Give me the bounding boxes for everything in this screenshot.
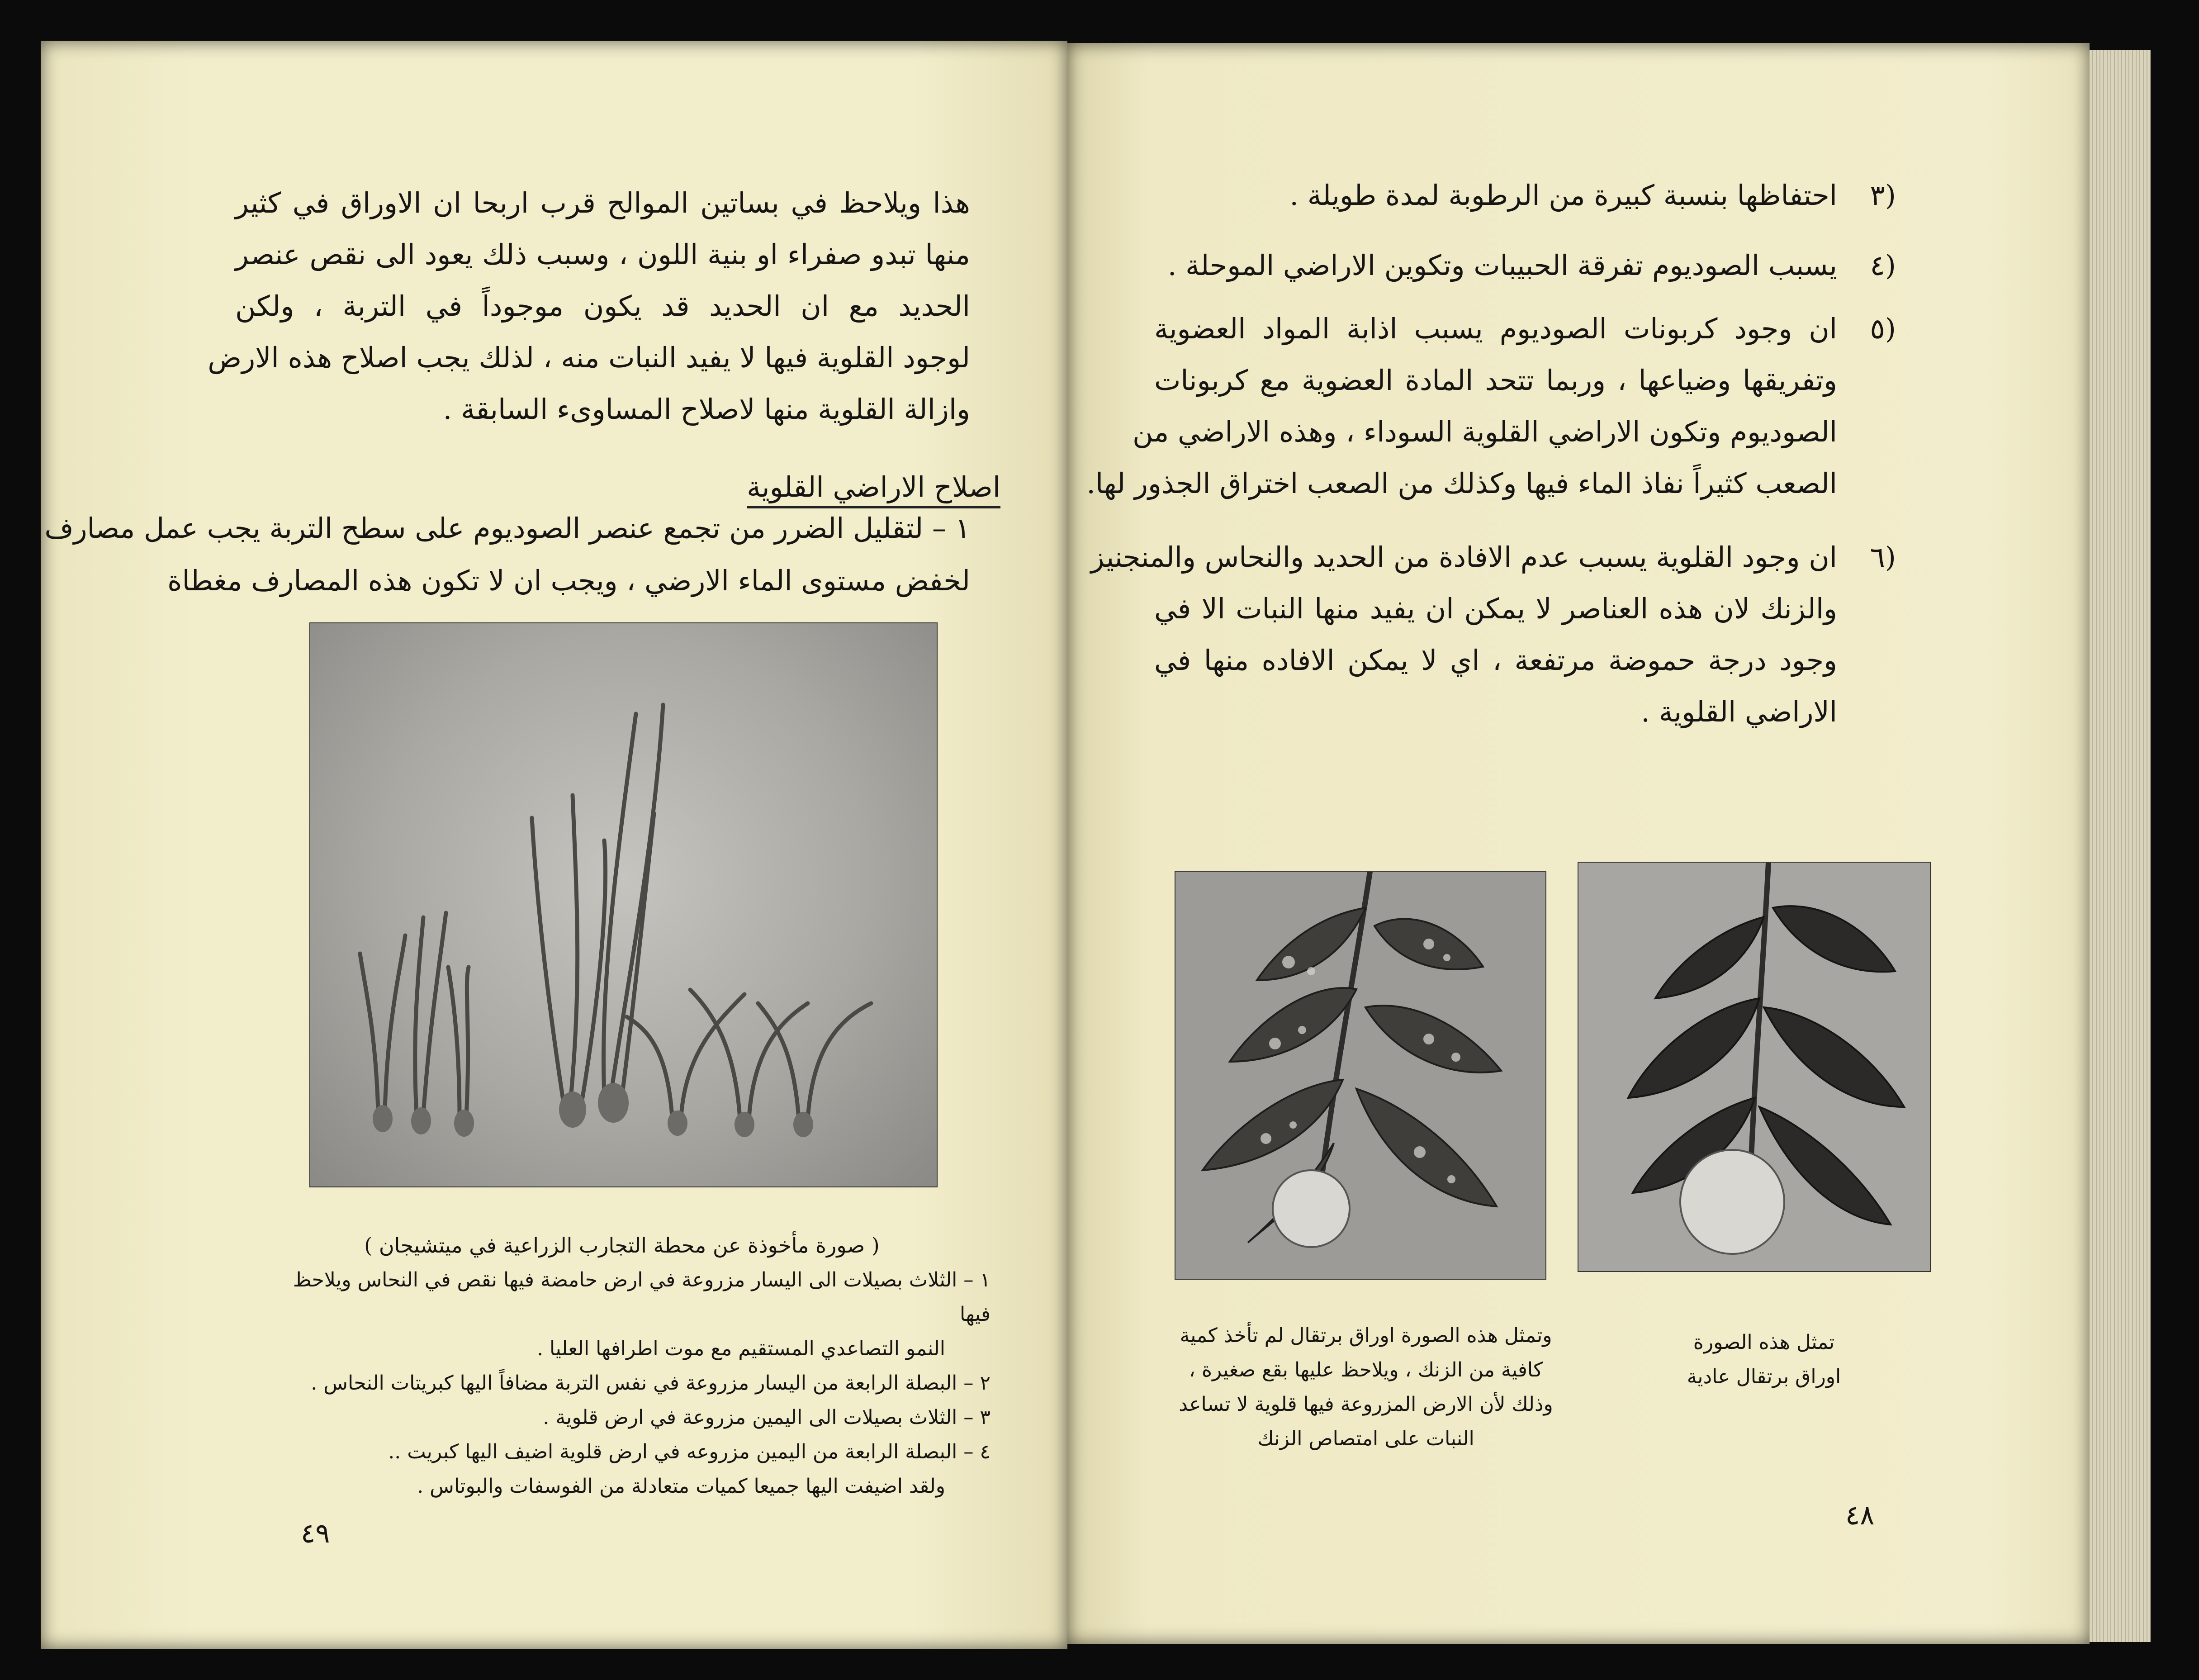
note-line: ٣ – الثلاث بصيلات الى اليمين مزروعة في ارض قلوية . <box>543 1406 990 1429</box>
caption-line: كافية من الزنك ، ويلاحظ عليها بقع صغيرة ، <box>1189 1358 1543 1381</box>
text-line: ١ – لتقليل الضرر من تجمع عنصر الصوديوم على سطح التربة يجب عمل مصارف <box>44 512 970 545</box>
section-heading: اصلاح الاراضي القلوية <box>747 470 1000 508</box>
text-line: لوجود القلوية فيها لا يفيد النبات منه ، لذلك يجب اصلاح هذه الارض <box>208 341 970 374</box>
text-line: منها تبدو صفراء او بنية اللون ، وسبب ذلك يعود الى نقص عنصر <box>235 238 970 271</box>
text-line: احتفاظها بنسبة كبيرة من الرطوبة لمدة طويلة . <box>1289 179 1837 212</box>
item-5 <box>1086 303 1896 511</box>
page-edges <box>2090 50 2151 1642</box>
item-number: (٥ <box>1870 312 1896 345</box>
caption-line: اوراق برتقال عادية <box>1687 1365 1841 1388</box>
onion-seedlings-illustration <box>310 623 937 1186</box>
caption-line: النبات على امتصاص الزنك <box>1257 1427 1474 1450</box>
normal-orange-leaves-photo <box>1578 862 1931 1272</box>
item-number: (٦ <box>1870 541 1896 574</box>
page-number-left: ٤٩ <box>301 1518 330 1549</box>
text-line: الاراضي القلوية . <box>1641 695 1837 728</box>
text-line: ان وجود كربونات الصوديوم يسبب اذابة المواد العضوية <box>1154 312 1837 345</box>
caption-line: وتمثل هذه الصورة اوراق برتقال لم تأخذ كمية <box>1180 1324 1552 1347</box>
note-line: النمو التصاعدي المستقيم مع موت اطرافها العليا . <box>537 1337 945 1360</box>
photo-caption-title: ( صورة مأخوذة عن محطة التجارب الزراعية في ميتشيجان ) <box>364 1233 880 1258</box>
note-line: ٢ – البصلة الرابعة من اليسار مزروعة في نفس التربة مضافاً اليها كبريتات النحاس . <box>311 1372 990 1395</box>
note-line: ٤ – البصلة الرابعة من اليمين مزروعه في ارض قلوية اضيف اليها كبريت .. <box>388 1440 990 1463</box>
photo-notes <box>280 1263 990 1504</box>
item-4 <box>1150 240 1896 294</box>
text-line: الحديد مع ان الحديد قد يكون موجوداً في التربة ، ولكن <box>235 289 970 323</box>
text-line: الصعب كثيراً نفاذ الماء فيها وكذلك من الصعب اختراق الجذور لها. <box>1086 467 1837 500</box>
zinc-deficient-branch-illustration <box>1175 872 1545 1279</box>
text-line: ان وجود القلوية يسبب عدم الافادة من الحديد والنحاس والمنجنيز <box>1090 541 1837 574</box>
text-line: وتفريقها وضياعها ، وربما تتحد المادة العضوية مع كربونات <box>1154 364 1837 397</box>
text-line: هذا ويلاحظ في بساتين الموالح قرب اربحا ان الاوراق في كثير <box>235 186 970 219</box>
onion-seedlings-photo <box>309 622 938 1187</box>
caption-normal <box>1646 1325 1881 1394</box>
caption-line: تمثل هذه الصورة <box>1693 1331 1835 1354</box>
point-1-paragraph <box>44 489 970 607</box>
text-line: والزنك لان هذه العناصر لا يمكن ان يفيد منها النبات الا في <box>1154 592 1837 625</box>
text-line: الصوديوم وتكون الاراضي القلوية السوداء ، وهذه الاراضي من <box>1132 415 1837 448</box>
item-number: (٤ <box>1870 249 1896 282</box>
caption-deficient <box>1169 1319 1563 1456</box>
text-line: يسبب الصوديوم تفرقة الحبيبات وتكوين الاراضي الموحلة . <box>1167 249 1837 282</box>
note-line: ولقد اضيفت اليها جميعا كميات متعادلة من الفوسفات والبوتاس . <box>417 1475 945 1498</box>
normal-branch-illustration <box>1578 863 1930 1271</box>
item-3 <box>1150 170 1896 224</box>
text-line: لخفض مستوى الماء الارضي ، ويجب ان لا تكون هذه المصارف مغطاة <box>167 564 970 597</box>
page-number-right: ٤٨ <box>1845 1500 1875 1531</box>
note-line: ١ – الثلاث بصيلات الى اليسار مزروعة في ارض حامضة فيها نقص في النحاس ويلاحظ فيها <box>293 1268 990 1326</box>
item-number: (٣ <box>1870 179 1896 212</box>
item-6 <box>1090 532 1896 740</box>
text-line: وجود درجة حموضة مرتفعة ، اي لا يمكن الافاده منها في <box>1154 644 1837 677</box>
text-line: وازالة القلوية منها لاصلاح المساوىء السابقة . <box>443 393 970 426</box>
deficient-orange-leaves-photo <box>1175 871 1546 1280</box>
intro-paragraph <box>208 177 970 435</box>
caption-line: وذلك لأن الارض المزروعة فيها قلوية لا تساعد <box>1179 1393 1553 1416</box>
